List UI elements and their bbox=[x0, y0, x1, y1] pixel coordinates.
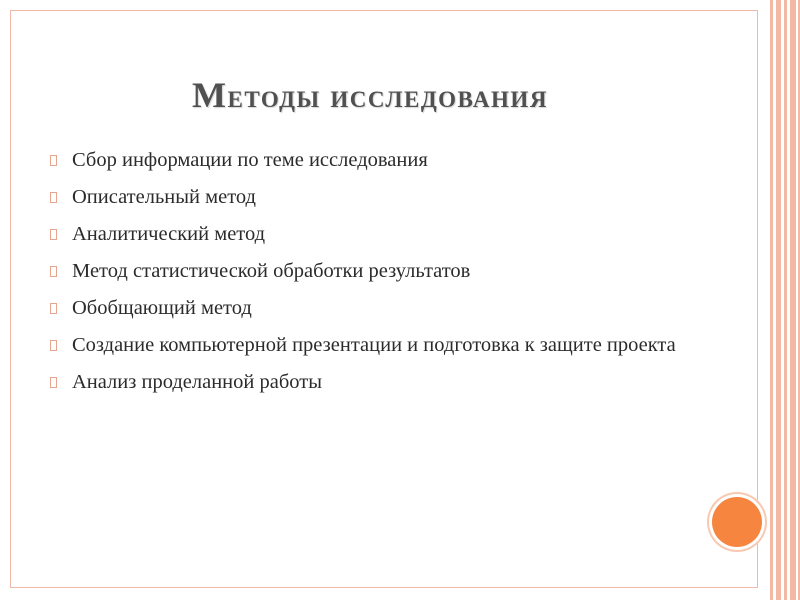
bullet-text: Сбор информации по теме исследования bbox=[72, 149, 428, 171]
bullet-text: Аналитический метод bbox=[72, 223, 266, 245]
stripe bbox=[776, 0, 781, 600]
bullet-item bbox=[46, 220, 706, 249]
bullet-marker-icon bbox=[46, 331, 60, 360]
bullet-text: Обобщающий метод bbox=[72, 297, 252, 319]
bullet-text: Создание компьютерной презентации и подготовка к защите проекта bbox=[72, 334, 676, 356]
bullet-marker-icon bbox=[46, 294, 60, 323]
bullet-text: Метод статистической обработки результатов bbox=[72, 260, 471, 282]
bullet-list bbox=[46, 146, 706, 405]
bullet-marker-icon bbox=[46, 368, 60, 397]
bullet-item bbox=[46, 146, 706, 175]
bullet-item bbox=[46, 294, 706, 323]
bullet-text: Описательный метод bbox=[72, 186, 256, 208]
stripe bbox=[784, 0, 787, 600]
bullet-item bbox=[46, 368, 706, 397]
bullet-text: Анализ проделанной работы bbox=[72, 371, 322, 393]
bullet-item bbox=[46, 257, 706, 286]
decorative-stripes bbox=[770, 0, 800, 600]
bullet-marker-icon bbox=[46, 146, 60, 175]
bullet-item bbox=[46, 331, 706, 360]
stripe bbox=[790, 0, 796, 600]
bullet-marker-icon bbox=[46, 220, 60, 249]
slide-title: Методы исследования bbox=[192, 75, 548, 115]
bullet-item bbox=[46, 183, 706, 212]
stripe bbox=[770, 0, 773, 600]
bullet-marker-icon bbox=[46, 183, 60, 212]
decorative-circle-icon bbox=[712, 497, 762, 547]
bullet-marker-icon bbox=[46, 257, 60, 286]
